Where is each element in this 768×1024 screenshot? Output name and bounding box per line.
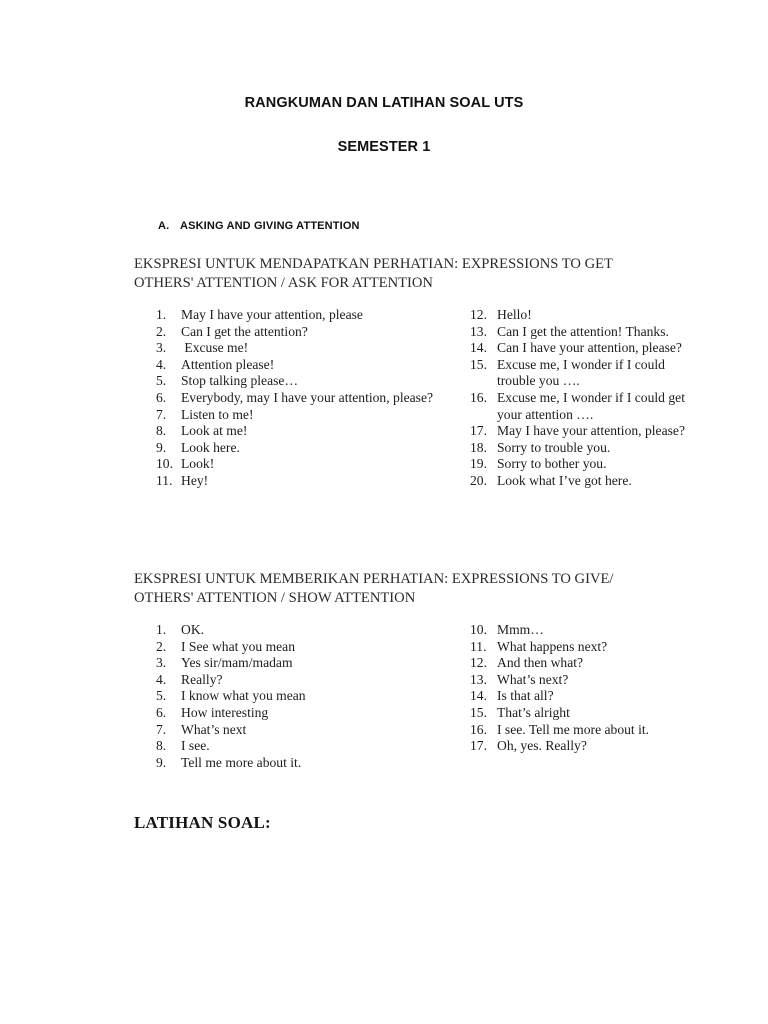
list-item [470, 324, 700, 341]
list-item [470, 688, 700, 705]
list-item [470, 357, 700, 390]
latihan-soal-heading: LATIHAN SOAL: [134, 813, 271, 832]
list-item-text: Hello! [497, 307, 532, 322]
list-item-text: Stop talking please… [181, 373, 299, 389]
list-item-number: 6. [156, 704, 167, 720]
list-item-text: What’s next? [497, 671, 569, 687]
list-give-attention-left-column [156, 622, 456, 771]
list-item-text: Oh, yes. Really? [497, 738, 587, 754]
list-item-number: 12. [470, 307, 487, 322]
list-item-text: And then what? [497, 655, 584, 671]
list-item-number: 5. [156, 373, 167, 389]
list-item [156, 407, 456, 424]
list-item [470, 340, 700, 357]
list-item-number: 17. [470, 738, 487, 754]
list-item-number: 8. [156, 423, 167, 439]
list-item [156, 307, 456, 324]
list-item-number: 11. [156, 472, 173, 488]
list-item-text: Yes sir/mam/madam [181, 655, 293, 671]
list-item-text: I see. Tell me more about it. [497, 721, 650, 737]
list-item-number: 13. [470, 671, 487, 687]
list-item-text: Listen to me! [181, 406, 254, 422]
list-item [156, 473, 456, 490]
list-item [470, 738, 700, 755]
list-item-text: Excuse me, I wonder if I could get your attention …. [497, 389, 689, 422]
list-item-number: 3. [156, 340, 167, 356]
list-item [156, 705, 456, 722]
list-item [156, 373, 456, 390]
list-item [156, 456, 456, 473]
list-item-number: 16. [470, 721, 487, 737]
numbered-list [156, 622, 456, 771]
list-item-text: I see. [181, 738, 210, 754]
list-item-number: 1. [156, 307, 167, 322]
list-give-attention-right-column [470, 622, 700, 755]
list-get-attention-left-column [156, 307, 456, 490]
list-item [470, 705, 700, 722]
list-item [470, 722, 700, 739]
list-item-text: How interesting [181, 704, 269, 720]
list-item-number: 4. [156, 671, 167, 687]
list-item [156, 324, 456, 341]
list-item [156, 390, 456, 407]
list-item [470, 622, 700, 639]
list-item-text: Look here. [181, 439, 240, 455]
list-item [470, 672, 700, 689]
list-item-number: 12. [470, 655, 487, 671]
list-item [156, 672, 456, 689]
list-item-number: 2. [156, 323, 167, 339]
list-item [470, 655, 700, 672]
list-item [156, 722, 456, 739]
list-item-text: Sorry to trouble you. [497, 439, 611, 455]
list-item-number: 15. [470, 704, 487, 720]
list-item-number: 14. [470, 688, 487, 704]
list-item [470, 307, 700, 324]
list-item-text: Excuse me! [181, 340, 249, 356]
list-item-text: Tell me more about it. [181, 754, 302, 770]
list-item-number: 4. [156, 356, 167, 372]
list-item-number: 6. [156, 389, 167, 405]
list-item [156, 440, 456, 457]
list-item [470, 390, 700, 423]
list-item-text: Excuse me, I wonder if I could trouble you …. [497, 356, 669, 389]
list-item [470, 423, 700, 440]
list-item [156, 655, 456, 672]
list-item-text: Everybody, may I have your attention, please? [181, 389, 434, 405]
list-item [470, 456, 700, 473]
list-item-number: 10. [470, 622, 487, 637]
list-item-number: 7. [156, 406, 167, 422]
list-item-number: 1. [156, 622, 167, 637]
list-item [156, 622, 456, 639]
list-item-text: Is that all? [497, 688, 554, 704]
list-item-text: May I have your attention, please [181, 307, 363, 322]
document-subtitle: SEMESTER 1 [337, 139, 431, 155]
section-title: ASKING AND GIVING ATTENTION [180, 220, 360, 232]
list-item-text: Really? [181, 671, 223, 687]
numbered-list [156, 307, 456, 490]
list-item-text: Hey! [181, 472, 209, 488]
list-item [156, 755, 456, 772]
document-title: RANGKUMAN DAN LATIHAN SOAL UTS [244, 95, 524, 111]
list-item-text: I know what you mean [181, 688, 306, 704]
list-item-text: Look! [181, 456, 215, 472]
list-item-number: 3. [156, 655, 167, 671]
list-item-text: May I have your attention, please? [497, 423, 685, 439]
list-item-text: Mmm… [497, 622, 544, 637]
title-block [0, 95, 768, 155]
list-item [156, 357, 456, 374]
list-item-text: Can I get the attention! Thanks. [497, 323, 669, 339]
list-item-number: 5. [156, 688, 167, 704]
numbered-list [470, 622, 700, 755]
list-item [470, 473, 700, 490]
list-item-number: 19. [470, 456, 487, 472]
list-item-number: 9. [156, 754, 167, 770]
list-item [156, 688, 456, 705]
list-item-number: 9. [156, 439, 167, 455]
list-item [470, 639, 700, 656]
list-item-number: 16. [470, 389, 487, 405]
list-item-number: 13. [470, 323, 487, 339]
list-item-number: 15. [470, 356, 487, 372]
list-item-text: I See what you mean [181, 638, 296, 654]
list-item-number: 11. [470, 638, 487, 654]
list-item [156, 639, 456, 656]
list-item-number: 7. [156, 721, 167, 737]
list-item-number: 20. [470, 472, 487, 488]
section-letter: A. [158, 220, 170, 232]
list-item-text: Look at me! [181, 423, 248, 439]
list-item [470, 440, 700, 457]
list-item-text: What happens next? [497, 638, 608, 654]
list-get-attention-right-column [470, 307, 700, 490]
section-heading-a [158, 220, 360, 232]
list-item-text: That’s alright [497, 704, 570, 720]
list-item-text: Attention please! [181, 356, 275, 372]
list-item [156, 738, 456, 755]
label-get-attention: EKSPRESI UNTUK MENDAPATKAN PERHATIAN: EXPRESSIONS TO GET OTHERS' ATTENTION / ASK FOR ATTENTION [134, 256, 613, 291]
list-item-number: 14. [470, 340, 487, 356]
list-item-text: Look what I’ve got here. [497, 472, 632, 488]
list-item [156, 423, 456, 440]
list-item-text: Can I have your attention, please? [497, 340, 682, 356]
list-item-text: OK. [181, 622, 205, 637]
list-item-number: 10. [156, 456, 173, 472]
list-item [156, 340, 456, 357]
label-give-attention: EKSPRESI UNTUK MEMBERIKAN PERHATIAN: EXPRESSIONS TO GIVE/ OTHERS' ATTENTION / SHOW ATTENTION [134, 571, 614, 606]
list-item-number: 8. [156, 738, 167, 754]
list-item-number: 17. [470, 423, 487, 439]
list-item-text: What’s next [181, 721, 247, 737]
numbered-list [470, 307, 700, 490]
list-item-text: Sorry to bother you. [497, 456, 607, 472]
list-item-number: 18. [470, 439, 487, 455]
list-item-text: Can I get the attention? [181, 323, 308, 339]
list-item-number: 2. [156, 638, 167, 654]
